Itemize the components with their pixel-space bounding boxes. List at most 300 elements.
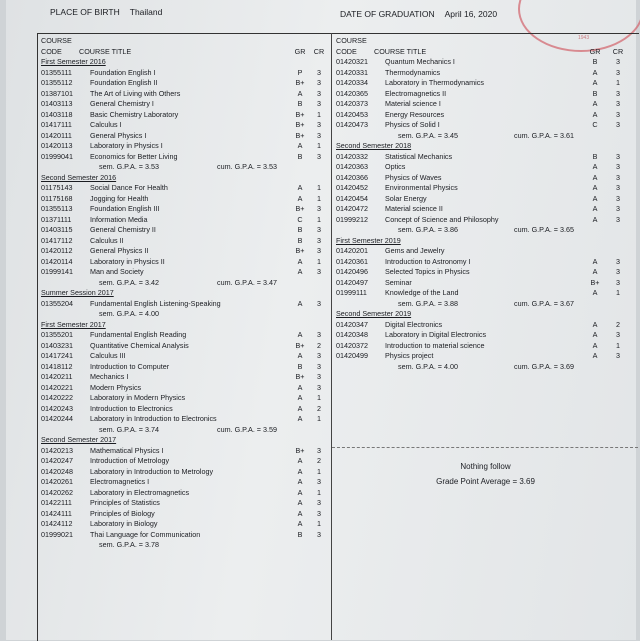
- course-title: Fundamental English Reading: [90, 330, 187, 339]
- course-credit: 1: [317, 214, 321, 224]
- course-row: [41, 498, 329, 509]
- course-code: 01420222: [41, 393, 73, 402]
- course-title: Basic Chemistry Laboratory: [90, 109, 179, 119]
- course-row: [336, 288, 636, 299]
- course-row: [336, 267, 636, 278]
- course-title: Concept of Science and Philosophy: [385, 214, 499, 224]
- course-code: 01420348: [336, 330, 368, 339]
- course-code: 01420247: [41, 456, 73, 465]
- course-grade: B: [297, 99, 303, 108]
- course-credit: 3: [317, 477, 321, 486]
- course-credit: 3: [317, 372, 321, 381]
- gpa-summary: [336, 225, 636, 236]
- course-credit: 3: [317, 151, 321, 161]
- left-rows: [41, 57, 329, 551]
- course-title: Physics of Waves: [385, 172, 442, 182]
- course-code: 01420454: [336, 193, 368, 203]
- right-course-column: [336, 35, 636, 372]
- course-credit: 3: [616, 151, 620, 161]
- course-title: Introduction of Metrology: [90, 456, 170, 465]
- course-row: [41, 393, 329, 404]
- course-credit: 3: [616, 256, 620, 266]
- graduation-date-value: April 16, 2020: [444, 9, 498, 19]
- course-code: 01420201: [336, 246, 368, 255]
- credit-header: CR: [313, 47, 325, 56]
- course-code: 01420452: [336, 183, 368, 192]
- semester-title: First Semester 2016: [41, 57, 106, 66]
- course-title: Optics: [385, 162, 406, 171]
- gpa-summary: [41, 425, 329, 436]
- semester-heading: [41, 435, 329, 446]
- course-code: 01420373: [336, 99, 368, 108]
- course-row: [336, 110, 636, 121]
- graduation-date-label: DATE OF GRADUATION: [340, 9, 435, 19]
- course-grade: B: [297, 361, 303, 371]
- course-credit: 1: [317, 183, 321, 192]
- course-credit: 3: [616, 193, 620, 203]
- course-title: Laboratory in Introduction to Metrology: [90, 466, 214, 476]
- course-grade: B+: [295, 340, 305, 350]
- course-grade: A: [297, 498, 303, 507]
- course-grade: A: [592, 267, 598, 276]
- course-row: [41, 99, 329, 110]
- course-code: 01420213: [41, 445, 73, 455]
- course-credit: 3: [616, 172, 620, 182]
- course-credit: 1: [317, 256, 321, 266]
- course-title: Information Media: [90, 214, 148, 224]
- gpa-summary: [336, 299, 636, 310]
- course-grade: B+: [295, 204, 305, 213]
- course-grade: A: [297, 466, 303, 476]
- course-title: Solar Energy: [385, 193, 427, 203]
- course-grade: B+: [295, 372, 305, 381]
- course-grade: A: [297, 414, 303, 423]
- course-title-header: COURSE TITLE: [374, 47, 427, 56]
- course-grade: A: [592, 319, 598, 329]
- course-code: 01387101: [41, 88, 73, 98]
- course-code: 01999212: [336, 214, 368, 224]
- course-grade: A: [592, 330, 598, 339]
- course-row: [336, 320, 636, 331]
- course-code: 01420453: [336, 109, 368, 119]
- course-grade: A: [592, 172, 598, 182]
- course-grade: P: [297, 67, 303, 77]
- course-title: Electromagnetics I: [90, 477, 150, 486]
- credit-header: CR: [612, 47, 624, 56]
- course-code: 01403231: [41, 340, 73, 350]
- course-row: [41, 183, 329, 194]
- semester-gpa: sem. G.P.A. = 3.53: [99, 162, 159, 171]
- course-title: Gems and Jewelry: [385, 246, 445, 255]
- course-credit: 3: [317, 204, 321, 213]
- course-row: [41, 246, 329, 257]
- course-code: 01420499: [336, 351, 368, 360]
- course-title: Quantum Mechanics I: [385, 57, 455, 66]
- course-grade: B+: [590, 277, 600, 287]
- course-row: [41, 110, 329, 121]
- course-grade: A: [592, 67, 598, 77]
- course-grade: A: [297, 487, 303, 497]
- course-title: Principles of Statistics: [90, 498, 160, 507]
- course-row: [41, 414, 329, 425]
- course-title: Mechanics I: [90, 372, 129, 381]
- course-title: General Chemistry I: [90, 99, 154, 108]
- course-grade: A: [297, 267, 303, 276]
- course-credit: 3: [317, 498, 321, 507]
- course-code: 01420262: [41, 487, 73, 497]
- gpa-summary: [41, 540, 329, 551]
- code-header: CODE: [336, 47, 357, 56]
- course-grade: A: [592, 183, 598, 192]
- course-credit: 3: [616, 351, 620, 360]
- course-title: Introduction to Computer: [90, 361, 170, 371]
- course-credit: 1: [317, 109, 321, 119]
- course-title: Introduction to Astronomy I: [385, 256, 471, 266]
- course-code: 01999041: [41, 151, 73, 161]
- course-row: [41, 141, 329, 152]
- course-row: [336, 89, 636, 100]
- course-code: 01420332: [336, 151, 368, 161]
- semester-gpa: sem. G.P.A. = 3.42: [99, 277, 159, 287]
- course-grade: B: [297, 529, 303, 539]
- course-title: Laboratory in Thermodynamics: [385, 78, 484, 87]
- course-title: Foundation English I: [90, 67, 156, 77]
- course-grade: B+: [295, 78, 305, 87]
- semester-gpa: sem. G.P.A. = 3.45: [398, 130, 458, 140]
- course-code: 01420221: [41, 382, 73, 392]
- semester-gpa: sem. G.P.A. = 3.74: [99, 424, 159, 434]
- cumulative-gpa: cum. G.P.A. = 3.61: [514, 130, 574, 140]
- right-rows: [336, 57, 636, 372]
- course-row: [336, 99, 636, 110]
- course-credit: 1: [317, 487, 321, 497]
- course-grade: A: [592, 109, 598, 119]
- course-code: 01418112: [41, 361, 73, 371]
- course-title: Principles of Biology: [90, 508, 155, 518]
- course-row: [41, 257, 329, 268]
- course-row: [41, 362, 329, 373]
- cumulative-gpa: cum. G.P.A. = 3.59: [217, 424, 277, 434]
- course-code: 01420361: [336, 256, 368, 266]
- course-label: COURSE: [41, 36, 72, 45]
- semester-heading: [41, 173, 329, 184]
- course-title: Mathematical Physics I: [90, 445, 164, 455]
- course-code: 01175168: [41, 193, 73, 203]
- course-credit: 1: [317, 393, 321, 402]
- semester-gpa: sem. G.P.A. = 3.86: [398, 225, 458, 234]
- course-grade: A: [592, 99, 598, 108]
- left-course-column: [41, 35, 329, 551]
- course-grade: A: [592, 162, 598, 171]
- course-grade: A: [592, 78, 598, 87]
- course-title: Calculus II: [90, 235, 124, 245]
- course-title: Laboratory in Digital Electronics: [385, 330, 487, 339]
- course-credit: 3: [616, 162, 620, 171]
- column-header-course: [41, 35, 329, 46]
- course-credit: 2: [317, 403, 321, 413]
- course-row: [336, 204, 636, 215]
- course-row: [41, 372, 329, 383]
- course-row: [336, 341, 636, 352]
- course-credit: 1: [317, 466, 321, 476]
- course-credit: 3: [317, 99, 321, 108]
- course-row: [41, 383, 329, 394]
- course-row: [336, 330, 636, 341]
- course-grade: B+: [295, 130, 305, 140]
- course-row: [336, 78, 636, 89]
- course-row: [336, 162, 636, 173]
- course-grade: A: [592, 204, 598, 213]
- course-grade: B: [297, 235, 303, 245]
- course-code: 01420331: [336, 67, 368, 77]
- course-credit: 3: [616, 277, 620, 287]
- course-code: 01403113: [41, 99, 73, 108]
- course-code: 01420114: [41, 256, 73, 266]
- grade-header: GR: [294, 47, 306, 56]
- course-credit: 1: [317, 193, 321, 203]
- course-credit: 1: [616, 340, 620, 350]
- course-grade: A: [297, 298, 303, 308]
- course-title: General Chemistry II: [90, 225, 156, 234]
- course-grade: A: [297, 351, 303, 360]
- cumulative-gpa: cum. G.P.A. = 3.69: [514, 361, 574, 371]
- course-row: [336, 215, 636, 226]
- course-grade: A: [297, 88, 303, 98]
- semester-heading: [336, 309, 636, 320]
- course-credit: 3: [616, 57, 620, 66]
- course-code: 01355204: [41, 298, 73, 308]
- course-row: [41, 68, 329, 79]
- course-title: Digital Electronics: [385, 319, 443, 329]
- course-row: [41, 152, 329, 163]
- gpa-summary: [336, 362, 636, 373]
- course-credit: 3: [317, 330, 321, 339]
- course-title: Laboratory in Electromagnetics: [90, 487, 190, 497]
- course-code: 01175143: [41, 183, 73, 192]
- course-row: [336, 152, 636, 163]
- course-credit: 1: [317, 141, 321, 150]
- course-grade: A: [592, 256, 598, 266]
- course-credit: 3: [317, 235, 321, 245]
- course-code: 01420347: [336, 319, 368, 329]
- course-row: [41, 404, 329, 415]
- course-credit: 1: [317, 519, 321, 528]
- course-grade: B+: [295, 109, 305, 119]
- course-credit: 3: [616, 214, 620, 224]
- course-row: [41, 225, 329, 236]
- course-credit: 3: [317, 67, 321, 77]
- course-code: 01420366: [336, 172, 368, 182]
- course-code: 01999021: [41, 529, 73, 539]
- course-title: Laboratory in Physics II: [90, 256, 165, 266]
- course-code: 01420112: [41, 246, 73, 255]
- course-grade: A: [297, 403, 303, 413]
- course-credit: 3: [317, 120, 321, 129]
- course-code: 01420372: [336, 340, 368, 350]
- course-code: 01371111: [41, 214, 72, 224]
- course-title: Electromagnetics II: [385, 88, 447, 98]
- course-code: 01420248: [41, 466, 73, 476]
- course-credit: 3: [616, 67, 620, 77]
- course-title: General Physics II: [90, 246, 149, 255]
- cumulative-gpa: cum. G.P.A. = 3.67: [514, 298, 574, 308]
- course-row: [336, 57, 636, 68]
- semester-title: Second Semester 2017: [41, 435, 117, 444]
- course-grade: A: [297, 256, 303, 266]
- course-grade: B+: [295, 246, 305, 255]
- course-title: Thermodynamics: [385, 67, 441, 77]
- course-code: 01420473: [336, 120, 368, 129]
- course-row: [336, 120, 636, 131]
- course-code: 01355201: [41, 330, 73, 339]
- footer-rule: [332, 447, 638, 448]
- course-title: Laboratory in Biology: [90, 519, 158, 528]
- course-code: 01420243: [41, 403, 73, 413]
- semester-gpa: sem. G.P.A. = 3.88: [398, 298, 458, 308]
- course-row: [336, 68, 636, 79]
- course-code: 01420496: [336, 267, 368, 276]
- course-code: 01420211: [41, 372, 73, 381]
- course-title: Laboratory in Modern Physics: [90, 393, 186, 402]
- semester-heading: [41, 57, 329, 68]
- course-code: 01420365: [336, 88, 368, 98]
- course-credit: 3: [317, 225, 321, 234]
- course-grade: B: [592, 151, 598, 161]
- course-grade: B+: [295, 445, 305, 455]
- gpa-summary: [41, 309, 329, 320]
- course-grade: A: [592, 214, 598, 224]
- gpa-summary: [41, 162, 329, 173]
- course-code: 01424112: [41, 519, 73, 528]
- course-grade: A: [297, 141, 303, 150]
- course-title: Introduction to Electronics: [90, 403, 173, 413]
- course-grade: A: [297, 183, 303, 192]
- course-row: [41, 236, 329, 247]
- course-code: 01420334: [336, 78, 368, 87]
- column-header-course: [336, 35, 636, 46]
- course-credit: 3: [616, 109, 620, 119]
- course-row: [41, 330, 329, 341]
- course-credit: 2: [317, 340, 321, 350]
- column-header-row: [336, 46, 636, 57]
- course-credit: 3: [616, 120, 620, 129]
- gpa-summary: [41, 278, 329, 289]
- course-grade: A: [592, 193, 598, 203]
- course-code: 01420261: [41, 477, 73, 486]
- course-credit: 3: [317, 78, 321, 87]
- course-credit: 3: [317, 246, 321, 255]
- course-credit: 3: [317, 88, 321, 98]
- course-code: 01355113: [41, 204, 73, 213]
- course-credit: 3: [317, 529, 321, 539]
- course-code: 01417112: [41, 235, 73, 245]
- course-row: [336, 351, 636, 362]
- semester-heading: [336, 236, 636, 247]
- cumulative-gpa: cum. G.P.A. = 3.53: [217, 162, 277, 171]
- course-grade: A: [592, 288, 598, 297]
- semester-heading: [336, 141, 636, 152]
- course-grade: B: [297, 151, 303, 161]
- course-code: 01420472: [336, 204, 368, 213]
- semester-title: Second Semester 2018: [336, 141, 412, 150]
- course-grade: A: [297, 393, 303, 402]
- course-grade: A: [592, 340, 598, 350]
- course-grade: A: [297, 508, 303, 518]
- course-title: Physics of Solid I: [385, 120, 440, 129]
- course-credit: 3: [317, 361, 321, 371]
- cumulative-gpa: cum. G.P.A. = 3.47: [217, 277, 277, 287]
- course-credit: 3: [317, 267, 321, 276]
- course-credit: 3: [317, 130, 321, 140]
- course-code: 01355112: [41, 78, 73, 87]
- course-credit: 2: [616, 319, 620, 329]
- semester-title: Second Semester 2016: [41, 172, 117, 182]
- course-credit: 3: [616, 99, 620, 108]
- course-code: 01422111: [41, 498, 72, 507]
- course-credit: 1: [317, 414, 321, 423]
- course-code: 01420363: [336, 162, 368, 171]
- course-code: 01403118: [41, 109, 73, 119]
- course-credit: 3: [317, 351, 321, 360]
- course-credit: 3: [616, 183, 620, 192]
- course-row: [41, 519, 329, 530]
- course-title: The Art of Living with Others: [90, 88, 181, 98]
- course-grade: A: [297, 477, 303, 486]
- course-code: 01355111: [41, 67, 72, 77]
- course-row: [336, 257, 636, 268]
- course-row: [41, 341, 329, 352]
- course-row: [41, 530, 329, 541]
- course-row: [336, 278, 636, 289]
- course-title: Statistical Mechanics: [385, 151, 453, 161]
- course-credit: 2: [317, 456, 321, 465]
- course-row: [41, 467, 329, 478]
- semester-gpa: sem. G.P.A. = 4.00: [99, 309, 159, 318]
- course-title: Modern Physics: [90, 382, 142, 392]
- course-code: 01417241: [41, 351, 73, 360]
- course-row: [41, 131, 329, 142]
- course-row: [41, 477, 329, 488]
- course-title: Quantitative Chemical Analysis: [90, 340, 189, 350]
- course-title: Selected Topics in Physics: [385, 267, 470, 276]
- course-credit: 3: [616, 204, 620, 213]
- course-row: [41, 204, 329, 215]
- course-row: [41, 267, 329, 278]
- course-grade: B: [592, 88, 598, 98]
- course-row: [41, 456, 329, 467]
- course-code: 01417111: [41, 120, 72, 129]
- course-title-header: COURSE TITLE: [79, 47, 132, 56]
- course-title: Laboratory in Physics I: [90, 141, 163, 150]
- course-title: Laboratory in Introduction to Electronics: [90, 414, 217, 423]
- cumulative-gpa: cum. G.P.A. = 3.65: [514, 225, 574, 234]
- course-credit: 3: [317, 445, 321, 455]
- course-title: Energy Resources: [385, 109, 445, 119]
- course-row: [41, 78, 329, 89]
- course-title: Seminar: [385, 277, 412, 287]
- course-title: Foundation English II: [90, 78, 158, 87]
- course-label: COURSE: [336, 36, 367, 45]
- course-code: 01420111: [41, 130, 72, 140]
- course-row: [336, 173, 636, 184]
- course-title: Economics for Better Living: [90, 151, 178, 161]
- course-credit: 3: [616, 330, 620, 339]
- course-row: [41, 120, 329, 131]
- semester-gpa: sem. G.P.A. = 3.78: [99, 540, 159, 549]
- course-grade: B: [297, 225, 303, 234]
- course-title: General Physics I: [90, 130, 147, 140]
- code-header: CODE: [41, 47, 62, 56]
